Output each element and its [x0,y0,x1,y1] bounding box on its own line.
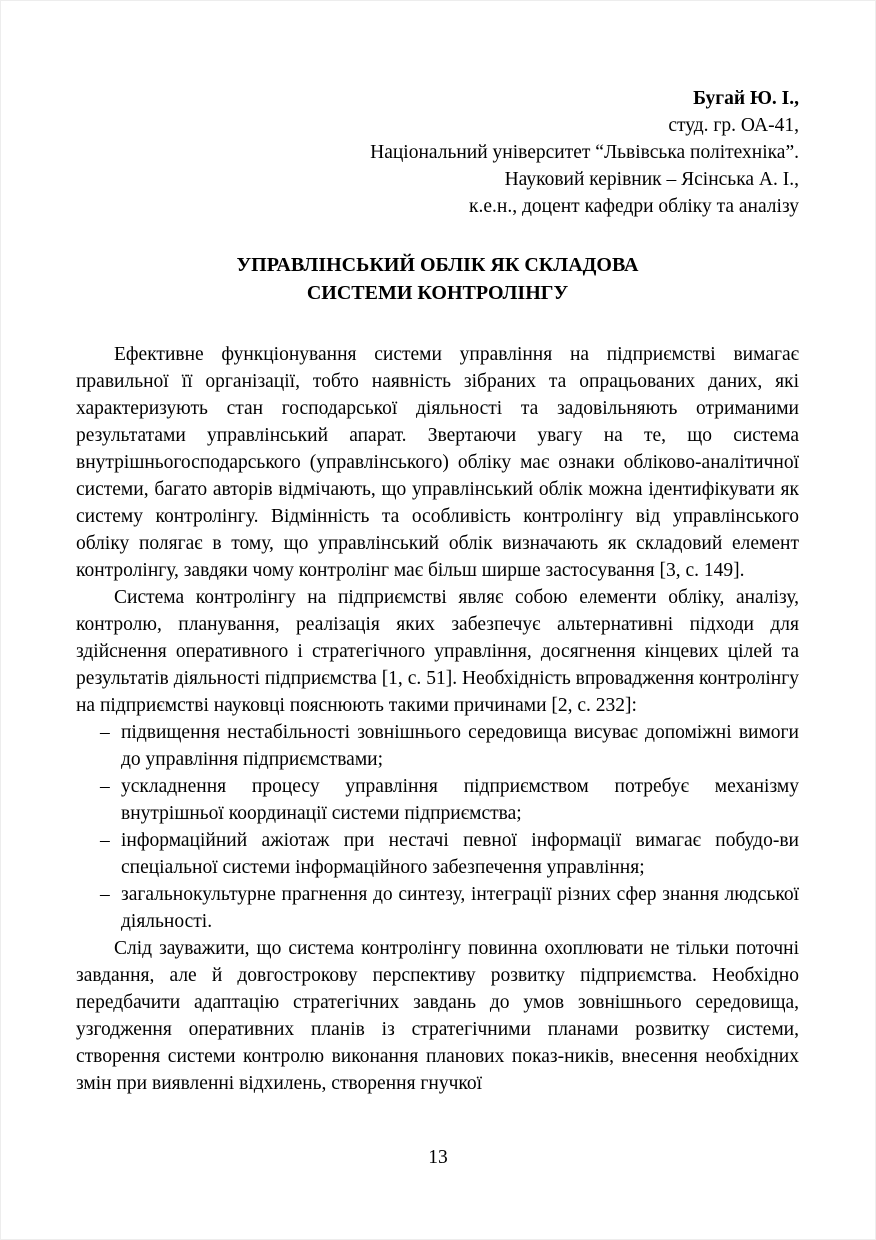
list-item [76,719,799,773]
list-item-text: ускладнення процесу управління підприємством потребує механізму внутрішньої координації системи підприємства; [121,776,799,824]
article-title [76,251,799,307]
body-paragraph-closing: Слід зауважити, що система контролінгу повинна охоплювати не тільки поточні завдання, але й довгострокову перспективу розвитку підприємства. Необхідно передбачити адаптацію стратегічних завдань до умов зовнішнього середовища, узгодження оперативних планів із стратегічними планами розвитку системи, створення системи контролю виконання планових показ-ників, внесення необхідних змін при виявленні відхилень, створення гнучкої [76,938,799,1094]
byline-affiliation-line: Науковий керівник – Ясінська А. І., [504,169,799,190]
byline [76,85,799,220]
list-item [76,827,799,881]
list-dash-marker: – [100,776,110,797]
list-dash-marker: – [100,830,110,851]
byline-affiliation-line: к.е.н., доцент кафедри обліку та аналізу [469,196,799,217]
byline-affiliation-line: студ. гр. ОА-41, [668,115,799,136]
body-paragraph-2: Система контролінгу на підприємстві являє собою елементи обліку, аналізу, контролю, планування, реалізація яких забезпечує альтернативні підходи для здійснення оперативного і стратегічного управління, досягнення кінцевих цілей та результатів діяльності підприємства [1, с. 51]. Необхідність впровадження контролінгу на підприємстві науковці пояснюють такими причинами [2, с. 232]: [76,587,799,716]
body-paragraph-1: Ефективне функціонування системи управління на підприємстві вимагає правильної її організації, тобто наявність зібраних та опрацьованих даних, які характеризують стан господарської діяльності та задовільняють отриманими результатами управлінський апарат. Звертаючи увагу на те, що система внутрішньогосподарського (управлінського) обліку має ознаки обліково-аналітичної системи, багато авторів відмічають, що управлінський облік можна ідентифікувати як систему контролінгу. Відмінність та особливість контролінгу від управлінського обліку полягає в тому, що управлінський облік визначають як складовий елемент контролінгу, завдяки чому контролінг має більш ширше застосування [3, с. 149]. [76,344,799,581]
list-item [76,881,799,935]
list-item-text: підвищення нестабільності зовнішнього середовища висуває допоміжні вимоги до управління підприємствами; [121,722,799,770]
list-dash-marker: – [100,722,110,743]
list-item-text: інформаційний ажіотаж при нестачі певної інформації вимагає побудо-ви спеціальної системи інформаційного забезпечення управління; [121,830,799,878]
list-item-text: загальнокультурне прагнення до синтезу, інтеграції різних сфер знання людської діяльності. [121,884,799,932]
reasons-list [76,719,799,935]
byline-author: Бугай Ю. І., [693,88,799,109]
article-title-line-1: УПРАВЛІНСЬКИЙ ОБЛІК ЯК СКЛАДОВА [236,254,639,276]
list-dash-marker: – [100,884,110,905]
page-number: 13 [428,1147,448,1168]
byline-affiliation-line: Національний університет “Львівська політехніка”. [370,142,799,163]
article-title-line-2: СИСТЕМИ КОНТРОЛІНГУ [306,282,569,304]
list-item [76,773,799,827]
